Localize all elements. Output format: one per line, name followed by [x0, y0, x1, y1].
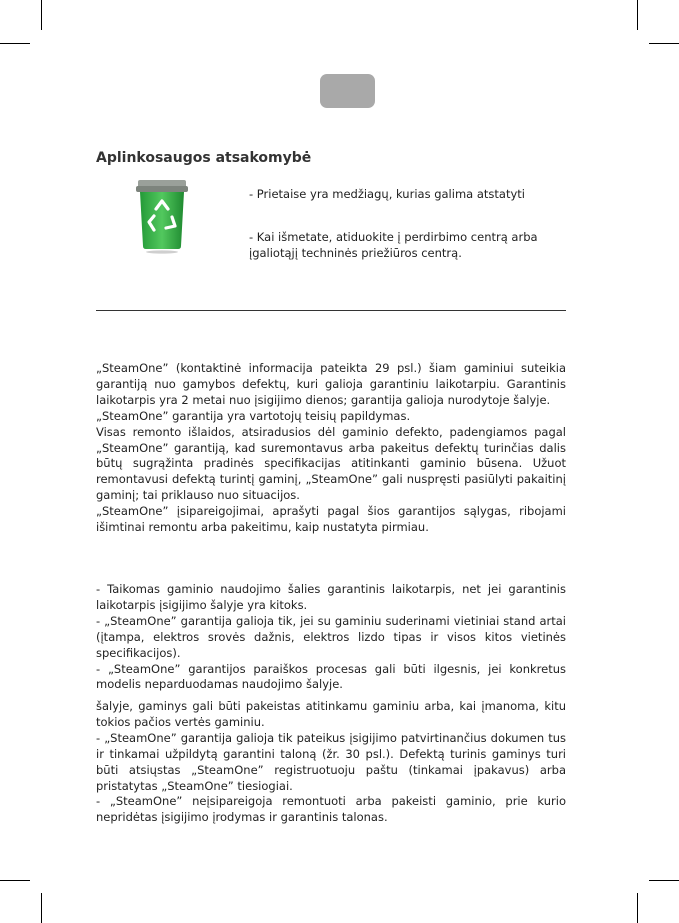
warranty-section: [96, 361, 566, 536]
crop-mark: [649, 880, 679, 881]
divider: [96, 310, 566, 311]
recycle-bullet: - Prietaise yra medžiagų, kurias galima atstatyti: [249, 187, 525, 201]
paragraph: „SteamOne” garantija yra vartotojų teisių papildymas.: [96, 408, 411, 423]
paragraph: šalyje, gaminys gali būti pakeistas atitinkamu gaminiu arba, kai įmanoma, kitu tokios pačios vertės gaminiu.: [96, 699, 566, 729]
section-heading: Aplinkosaugos atsakomybė: [96, 150, 312, 166]
paragraph: „SteamOne” (kontaktinė informacija pateikta 29 psl.) šiam gaminiui suteikia garantiją nuo gamybos defektų, kuri galioja garantiniu laikotarpiu. Garantinis laikotarpis yra 2 metai nuo įsigijimo dienos; garantija galioja nurodytoje šalyje.: [96, 361, 566, 407]
recycle-bin-icon: [134, 176, 190, 254]
conditions-section: [96, 582, 566, 693]
crop-mark: [637, 0, 638, 30]
crop-mark: [0, 880, 30, 881]
paragraph: - „SteamOne” neįsipareigoja remontuoti arba pakeisti gaminio, prie kurio nepridėtas įsigijimo įrodymas ir garantinis talonas.: [96, 794, 566, 825]
paragraph: - „SteamOne” garantijos paraiškos procesas gali būti ilgesnis, jei konkretus modelis neparduodamas naudojimo šalyje.: [96, 661, 566, 692]
crop-mark: [0, 43, 30, 44]
replacement-section: [96, 699, 566, 826]
paragraph: - Taikomas gaminio naudojimo šalies garantinis laikotarpis, net jei garantinis laikotarpis įsigijimo šalyje yra kitoks.: [96, 582, 566, 612]
paragraph: - „SteamOne” garantija galioja tik pateikus įsigijimo patvirtinančius dokumen tus ir tinkamai užpildytą garantini taloną (žr. 30 psl.). Defektą turinis gaminys turi būti atsiųstas „SteamOne” registruotuoju paštu (tinkamai įpakavus) arba pristatytas „SteamOne” tiesiogiai.: [96, 730, 566, 793]
page-tab: [320, 74, 375, 108]
paragraph: - „SteamOne” garantija galioja tik, jei su gaminiu suderinami vietiniai stand artai (įtampa, elektros srovės dažnis, elektros lizdo tipas ir visos kitos vietinės specifikacijos).: [96, 613, 566, 660]
paragraph: Visas remonto išlaidos, atsiradusios dėl gaminio defekto, padengiamos pagal „SteamOne” garantiją, kad suremontavus arba pakeitus defektų turinčias dalis būtų sugrąžinta pradinės specifikacijas atitinkanti gaminio būsena. Užuot remontavusi defektą turintį gaminį, „SteamOne” gali nuspręsti pasiūlyti pakaitinį gaminį; tai priklauso nuo situacijos.: [96, 424, 566, 503]
crop-mark: [41, 893, 42, 923]
recycle-bullet: - Kai išmetate, atiduokite į perdirbimo centrą arba įgaliotąjį techninės priežiūros centrą.: [249, 230, 538, 260]
paragraph: „SteamOne” įsipareigojimai, aprašyti pagal šios garantijos sąlygas, ribojami išimtinai remontu arba pakeitimu, kaip nustatyta pirmiau.: [96, 504, 566, 535]
crop-mark: [649, 43, 679, 44]
crop-mark: [41, 0, 42, 30]
crop-mark: [637, 893, 638, 923]
